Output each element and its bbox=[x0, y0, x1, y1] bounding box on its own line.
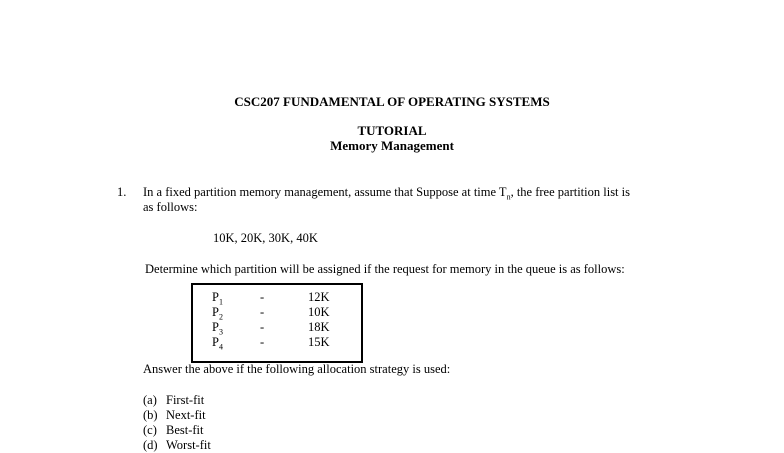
strategy-item: (b) Next-fit bbox=[143, 408, 206, 422]
process-label: $P_4$ bbox=[212, 335, 223, 352]
strategy-item: (d) Worst-fit bbox=[143, 438, 211, 452]
course-title: CSC207 FUNDAMENTAL OF OPERATING SYSTEMS bbox=[234, 94, 550, 109]
topic-heading: Memory Management bbox=[330, 138, 454, 153]
strategy-item: (c) Best-fit bbox=[143, 423, 204, 437]
request-size: 10K bbox=[308, 305, 330, 319]
question-number: 1. bbox=[117, 185, 127, 199]
process-label: $P_1$ bbox=[212, 290, 223, 307]
separator: - bbox=[260, 320, 265, 334]
separator: - bbox=[260, 305, 265, 319]
partition-list: 10K, 20K, 30K, 40K bbox=[213, 231, 318, 245]
question-line-1: In a fixed partition memory management, assume that Suppose at time $T_n$, the free partition list is bbox=[143, 185, 630, 202]
answer-prompt: Answer the above if the following allocation strategy is used: bbox=[143, 362, 451, 376]
separator: - bbox=[260, 335, 265, 349]
request-size: 15K bbox=[308, 335, 330, 349]
request-queue-box bbox=[191, 283, 363, 363]
doc-type-heading: TUTORIAL bbox=[357, 123, 427, 138]
request-size: 18K bbox=[308, 320, 330, 334]
table-row bbox=[212, 305, 330, 320]
request-queue-table bbox=[212, 290, 330, 350]
request-size: 12K bbox=[308, 290, 330, 304]
determine-instruction: Determine which partition will be assigned if the request for memory in the queue is as follows: bbox=[145, 262, 625, 276]
table-row bbox=[212, 335, 330, 350]
separator: - bbox=[260, 290, 265, 304]
strategy-item: (a) First-fit bbox=[143, 393, 205, 407]
process-label: $P_2$ bbox=[212, 305, 223, 322]
table-row bbox=[212, 290, 330, 305]
table-row bbox=[212, 320, 330, 335]
question-line-2: as follows: bbox=[143, 200, 198, 214]
process-label: $P_3$ bbox=[212, 320, 223, 337]
